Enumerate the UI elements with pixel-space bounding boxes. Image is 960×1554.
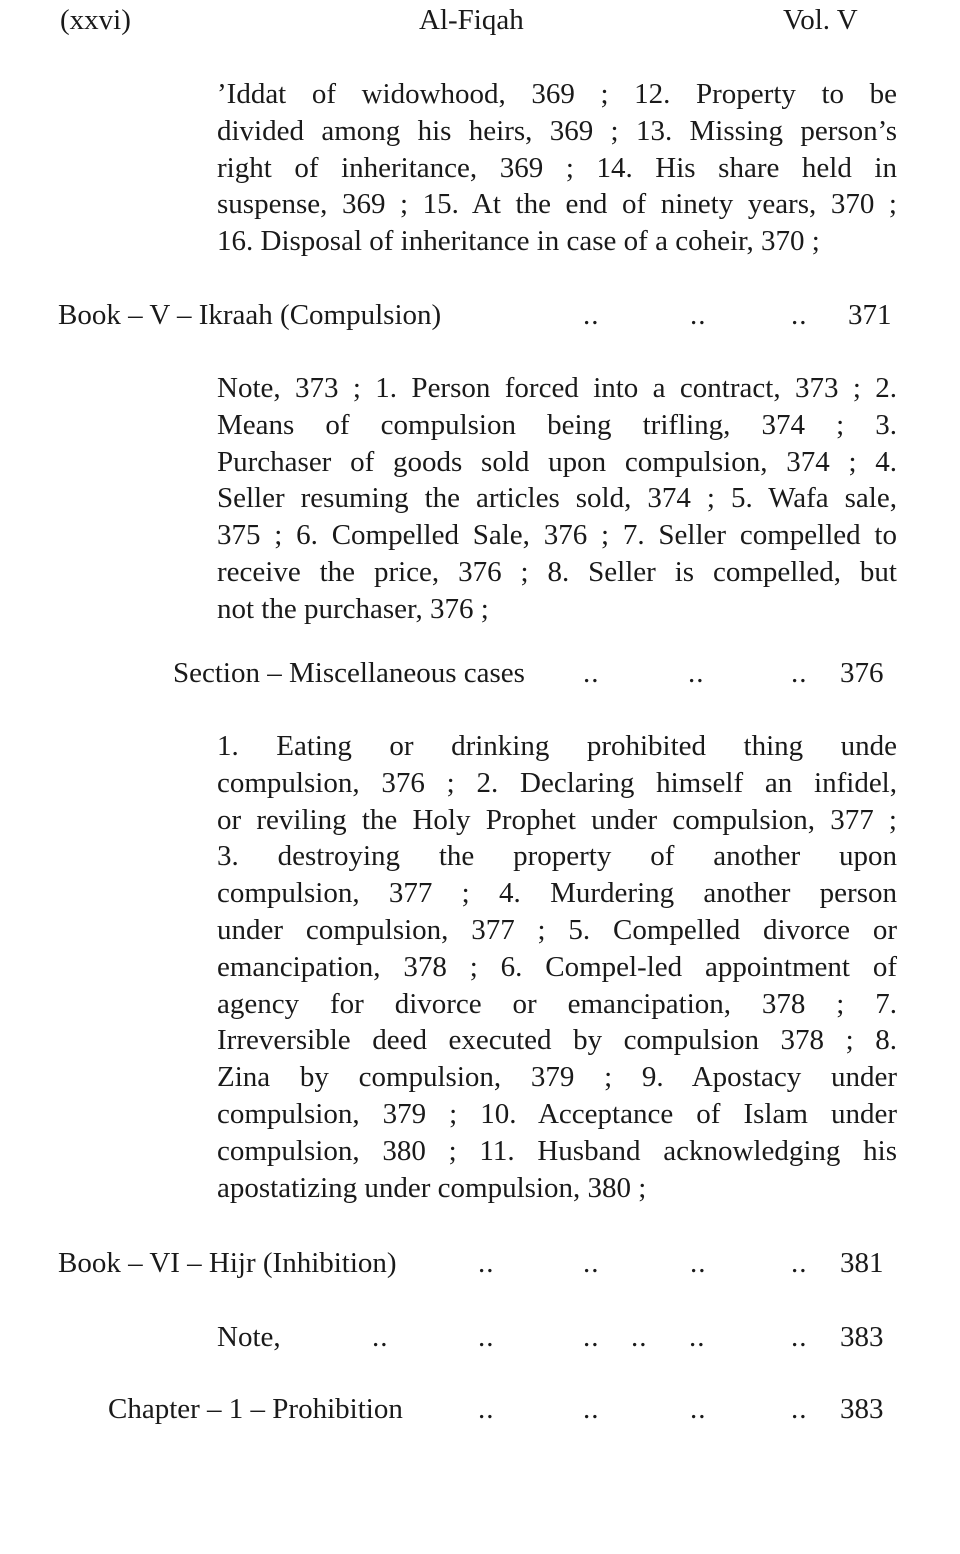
toc-entry-title: Chapter – 1 – Prohibition [108, 1393, 403, 1425]
toc-entry-page: 381 [840, 1247, 884, 1279]
contents-paragraph-2 [217, 370, 897, 628]
leader-dots: .. [583, 1247, 600, 1279]
paragraph-line: under compulsion, 377 ; 5. Compelled divorce or [217, 913, 897, 946]
contents-paragraph-3 [217, 728, 897, 1206]
toc-entry-page: 371 [848, 299, 892, 331]
paragraph-line: 3. destroying the property of another upon [217, 840, 897, 873]
paragraph-line: compulsion, 380 ; 11. Husband acknowledging his [217, 1134, 897, 1167]
leader-dots: .. [791, 1393, 808, 1425]
paragraph-line: Irreversible deed executed by compulsion 378 ; 8. [217, 1024, 897, 1057]
leader-dots: .. [583, 657, 600, 689]
leader-dots: .. [690, 1393, 707, 1425]
leader-dots: .. [690, 1247, 707, 1279]
paragraph-line: receive the price, 376 ; 8. Seller is compelled, but [217, 555, 897, 588]
toc-entry-section [173, 654, 893, 692]
leader-dots: .. [583, 299, 600, 331]
leader-dots: .. [689, 1321, 706, 1353]
paragraph-line: compulsion, 376 ; 2. Declaring himself an infidel, [217, 766, 897, 799]
toc-entry-title: Book – V – Ikraah (Compulsion) [58, 299, 442, 331]
leader-dots: .. [791, 299, 808, 331]
leader-dots: .. [478, 1321, 495, 1353]
toc-entry-book-6 [58, 1244, 898, 1282]
paragraph-line: apostatizing under compulsion, 380 ; [217, 1171, 647, 1204]
toc-entry-title: Section – Miscellaneous cases [173, 657, 525, 689]
paragraph-line: or reviling the Holy Prophet under compulsion, 377 ; [217, 803, 897, 836]
toc-entry-page: 383 [840, 1393, 884, 1425]
leader-dots: .. [372, 1321, 389, 1353]
leader-dots: .. [791, 657, 808, 689]
toc-entry-page: 376 [840, 657, 884, 689]
leader-dots: .. [690, 299, 707, 331]
paragraph-line: Note, 373 ; 1. Person forced into a contract, 373 ; 2. [217, 372, 897, 404]
leader-dots: .. [631, 1321, 648, 1353]
page-number-roman: (xxvi) [60, 4, 131, 36]
leader-dots: .. [791, 1321, 808, 1353]
leader-dots: .. [583, 1321, 600, 1353]
toc-entry-title: Note, [217, 1321, 281, 1353]
toc-entry-title: Book – VI – Hijr (Inhibition) [58, 1247, 397, 1279]
leader-dots: .. [791, 1247, 808, 1279]
paragraph-line: Seller resuming the articles sold, 374 ; 5. Wafa sale, [217, 482, 897, 515]
paragraph-line: agency for divorce or emancipation, 378 ; 7. [217, 987, 897, 1020]
paragraph-line: 16. Disposal of inheritance in case of a coheir, 370 ; [217, 225, 820, 258]
leader-dots: .. [478, 1393, 495, 1425]
paragraph-line: suspense, 369 ; 15. At the end of ninety years, 370 ; [217, 188, 897, 221]
paragraph-line: Purchaser of goods sold upon compulsion, 374 ; 4. [217, 445, 897, 478]
contents-paragraph-1 [217, 76, 897, 260]
paragraph-line: Means of compulsion being trifling, 374 ; 3. [217, 408, 897, 441]
toc-entry-book-5 [58, 296, 898, 334]
paragraph-line: emancipation, 378 ; 6. Compel-led appointment of [217, 950, 897, 983]
paragraph-line: Zina by compulsion, 379 ; 9. Apostacy under [217, 1061, 897, 1094]
paragraph-line: 1. Eating or drinking prohibited thing unde [217, 730, 897, 762]
running-header [0, 4, 960, 44]
volume-label: Vol. V [783, 4, 858, 36]
paragraph-line: not the purchaser, 376 ; [217, 592, 489, 625]
leader-dots: .. [478, 1247, 495, 1279]
paragraph-line: right of inheritance, 369 ; 14. His share held in [217, 151, 897, 184]
paragraph-line: divided among his heirs, 369 ; 13. Missing person’s [217, 114, 897, 147]
book-title: Al-Fiqah [419, 4, 524, 36]
paragraph-line: compulsion, 379 ; 10. Acceptance of Islam under [217, 1097, 897, 1130]
leader-dots: .. [583, 1393, 600, 1425]
paragraph-line: compulsion, 377 ; 4. Murdering another person [217, 877, 897, 910]
leader-dots: .. [688, 657, 705, 689]
toc-entry-note [217, 1318, 897, 1356]
toc-entry-page: 383 [840, 1321, 884, 1353]
paragraph-line: ’Iddat of widowhood, 369 ; 12. Property to be [217, 78, 897, 110]
toc-entry-chapter-1 [108, 1390, 898, 1428]
paragraph-line: 375 ; 6. Compelled Sale, 376 ; 7. Seller compelled to [217, 519, 897, 552]
